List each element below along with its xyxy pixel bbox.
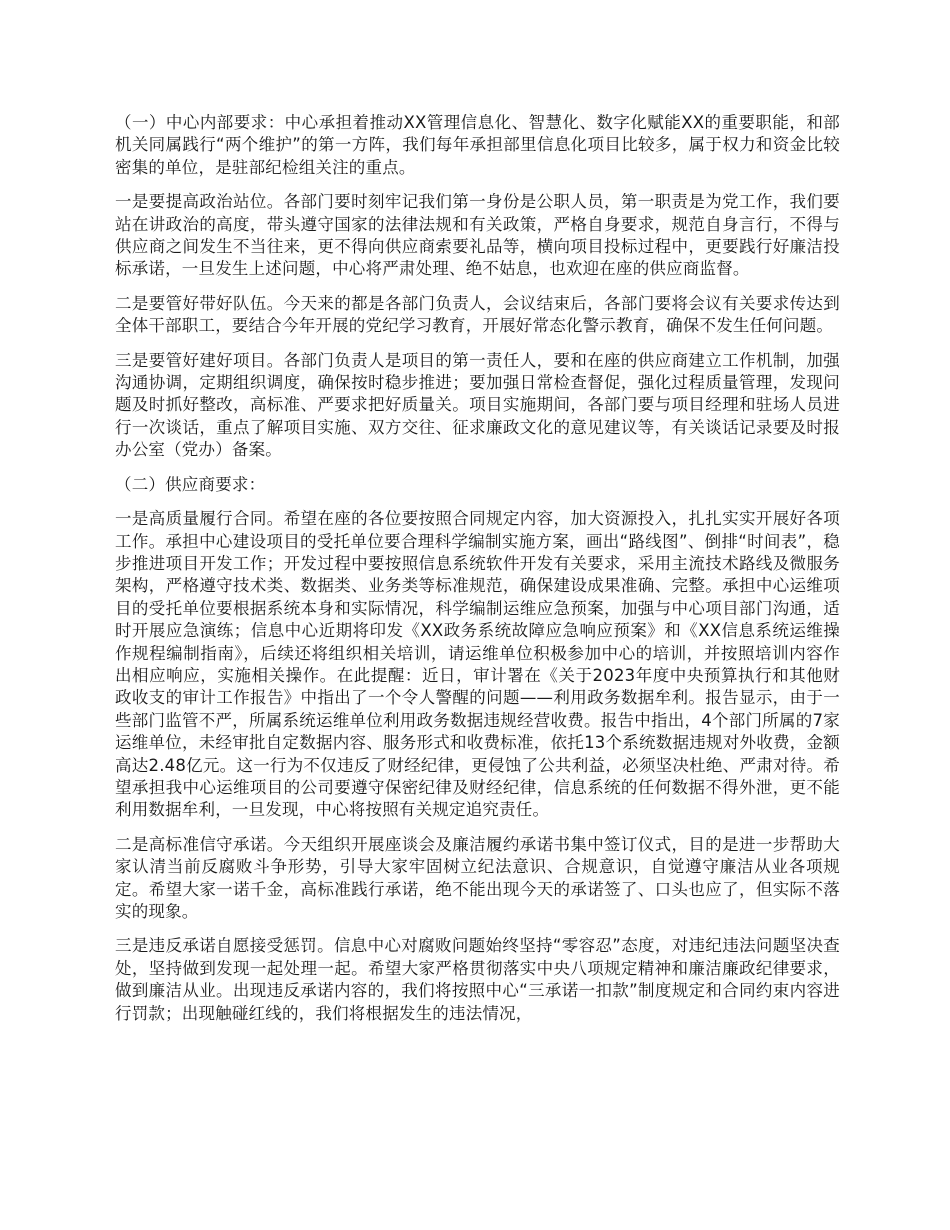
- section-heading-suppliers: （二）供应商要求：: [115, 474, 266, 494]
- paragraph-contract-fulfillment: 一是高质量履行合同。希望在座的各位要按照合同规定内容，加大资源投入，扎扎实实开展好各项工作。承担中心建设项目的受托单位要合理科学编制实施方案，画出“路线图”、倒排“时间表”，稳步推进项目开发工作；开发过程中要按照信息系统软件开发有关要求，采用主流技术路线及微服务架构，严格遵守技术类、数据类、业务类等标准规范，确保建设成果准确、完整。承担中心运维项目的受托单位要根据系统本身和实际情况，科学编制运维应急预案，加强与中心项目部门沟通，适时开展应急演练；信息中心近期将印发《XX政务系统故障应急响应预案》和《XX信息系统运维操作规程编制指南》，后续还将组织相关培训，请运维单位积极参加中心的培训，并按照培训内容作出相应响应，实施相关操作。在此提醒：近日，审计署在《关于2023年度中央预算执行和其他财政收支的审计工作报告》中指出了一个令人警醒的问题——利用政务数据牟利。报告显示，由于一些部门监管不严，所属系统运维单位利用政务数据违规经营收费。报告中指出，4个部门所属的7家运维单位，未经审批自定数据内容、服务形式和收费标准，依托13个系统数据违规对外收费，金额高达2.48亿元。这一行为不仅违反了财经纪律，更侵蚀了公共利益，必须坚决杜绝、严肃对待。希望承担我中心运维项目的公司要遵守保密纪律及财经纪律，信息系统的任何数据不得外泄，更不能利用数据牟利，一旦发现，中心将按照有关规定追究责任。: [115, 509, 840, 820]
- paragraph-political-stance: 一是要提高政治站位。各部门要时刻牢记我们第一身份是公职人员，第一职责是为党工作，我们要站在讲政治的高度，带头遵守国家的法律法规和有关政策，严格自身要求，规范自身言行，不得与供应商之间发生不当往来，更不得向供应商索要礼品等，横向项目投标过程中，更要践行好廉洁投标承诺，一旦发生上述问题，中心将严肃处理、绝不姑息，也欢迎在座的供应商监督。: [115, 192, 840, 279]
- document-body: [115, 112, 840, 1037]
- paragraph-accept-penalty: 三是违反承诺自愿接受惩罚。信息中心对腐败问题始终坚持“零容忍”态度，对违纪违法问题坚决查处，坚持做到发现一起处理一起。希望大家严格贯彻落实中央八项规定精神和廉洁廉政纪律要求，做到廉洁从业。出现违反承诺内容的，我们将按照中心“三承诺一扣款”制度规定和合同约束内容进行罚款；出现触碰红线的，我们将根据发生的违法情况，: [115, 936, 840, 1023]
- paragraph-team-management: 二是要管好带好队伍。今天来的都是各部门负责人，会议结束后，各部门要将会议有关要求传达到全体干部职工，要结合今年开展的党纪学习教育，开展好常态化警示教育，确保不发生任何问题。: [115, 293, 840, 336]
- paragraph-keep-promises: 二是高标准信守承诺。今天组织开展座谈会及廉洁履约承诺书集中签订仪式，目的是进一步帮助大家认清当前反腐败斗争形势，引导大家牢固树立纪法意识、合规意识，自觉遵守廉洁从业各项规定。希望大家一诺千金，高标准践行承诺，绝不能出现今天的承诺签了、口头也应了，但实际不落实的现象。: [115, 834, 840, 921]
- section-heading-internal: （一）中心内部要求：中心承担着推动XX管理信息化、智慧化、数字化赋能XX的重要职能，和部机关同属践行“两个维护”的第一方阵，我们每年承担部里信息化项目比较多，属于权力和资金比较密集的单位，是驻部纪检组关注的重点。: [115, 113, 840, 177]
- paragraph-project-management: 三是要管好建好项目。各部门负责人是项目的第一责任人，要和在座的供应商建立工作机制，加强沟通协调，定期组织调度，确保按时稳步推进；要加强日常检查督促，强化过程质量管理，发现问题及时抓好整改，高标准、严要求把好质量关。项目实施期间，各部门要与项目经理和驻场人员进行一次谈话，重点了解项目实施、双方交往、征求廉政文化的意见建议等，有关谈话记录要及时报办公室（党办）备案。: [115, 350, 840, 460]
